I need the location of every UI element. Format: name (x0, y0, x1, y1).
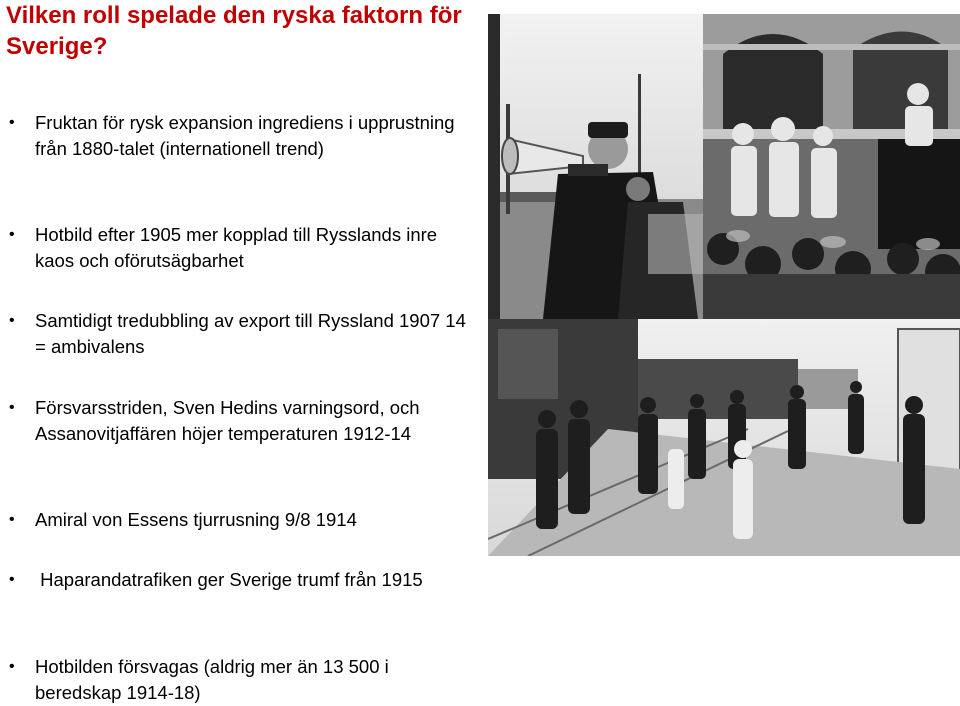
railway-platform-image (488, 319, 960, 556)
bullet-item (9, 110, 475, 162)
royal-balcony-crowd-photo (703, 14, 960, 319)
bullet-item (9, 395, 475, 447)
bullet-item (9, 654, 475, 706)
royal-balcony-crowd-image (703, 14, 960, 319)
bullet-text: Hotbilden försvagas (aldrig mer än 13 500 i beredskap 1914-18) (35, 656, 389, 703)
bullet-item (9, 567, 475, 593)
bullet-item (9, 308, 475, 360)
bullet-text: Amiral von Essens tjurrusning 9/8 1914 (35, 509, 357, 530)
megaphone-officer-image (488, 14, 703, 319)
slide-title: Vilken roll spelade den ryska faktorn för Sverige? (6, 2, 462, 60)
bullet-item (9, 222, 475, 274)
haparanda-railway-platform-photo (488, 319, 960, 556)
bullet-icon: • (9, 399, 15, 416)
bullet-text: Försvarsstriden, Sven Hedins varningsord, och Assanovitjaffären höjer temperaturen 1912-14 (35, 397, 420, 444)
bullet-icon: • (9, 114, 15, 131)
bullet-icon: • (9, 226, 15, 243)
bullet-text: Hotbild efter 1905 mer kopplad till Rysslands inre kaos och oförutsägbarhet (35, 224, 438, 271)
bullet-icon: • (9, 658, 15, 675)
megaphone-officer-photo (488, 14, 703, 319)
bullet-icon: • (9, 312, 15, 329)
bullet-item (9, 507, 475, 533)
bullet-icon: • (9, 511, 15, 528)
bullet-text: Samtidigt tredubbling av export till Ryssland 1907 14 = ambivalens (35, 310, 466, 357)
bullet-icon: • (9, 571, 15, 588)
bullet-text: Haparandatrafiken ger Sverige trumf från 1915 (35, 569, 423, 590)
bullet-text: Fruktan för rysk expansion ingrediens i upprustning från 1880-talet (internationell trend) (35, 112, 455, 159)
